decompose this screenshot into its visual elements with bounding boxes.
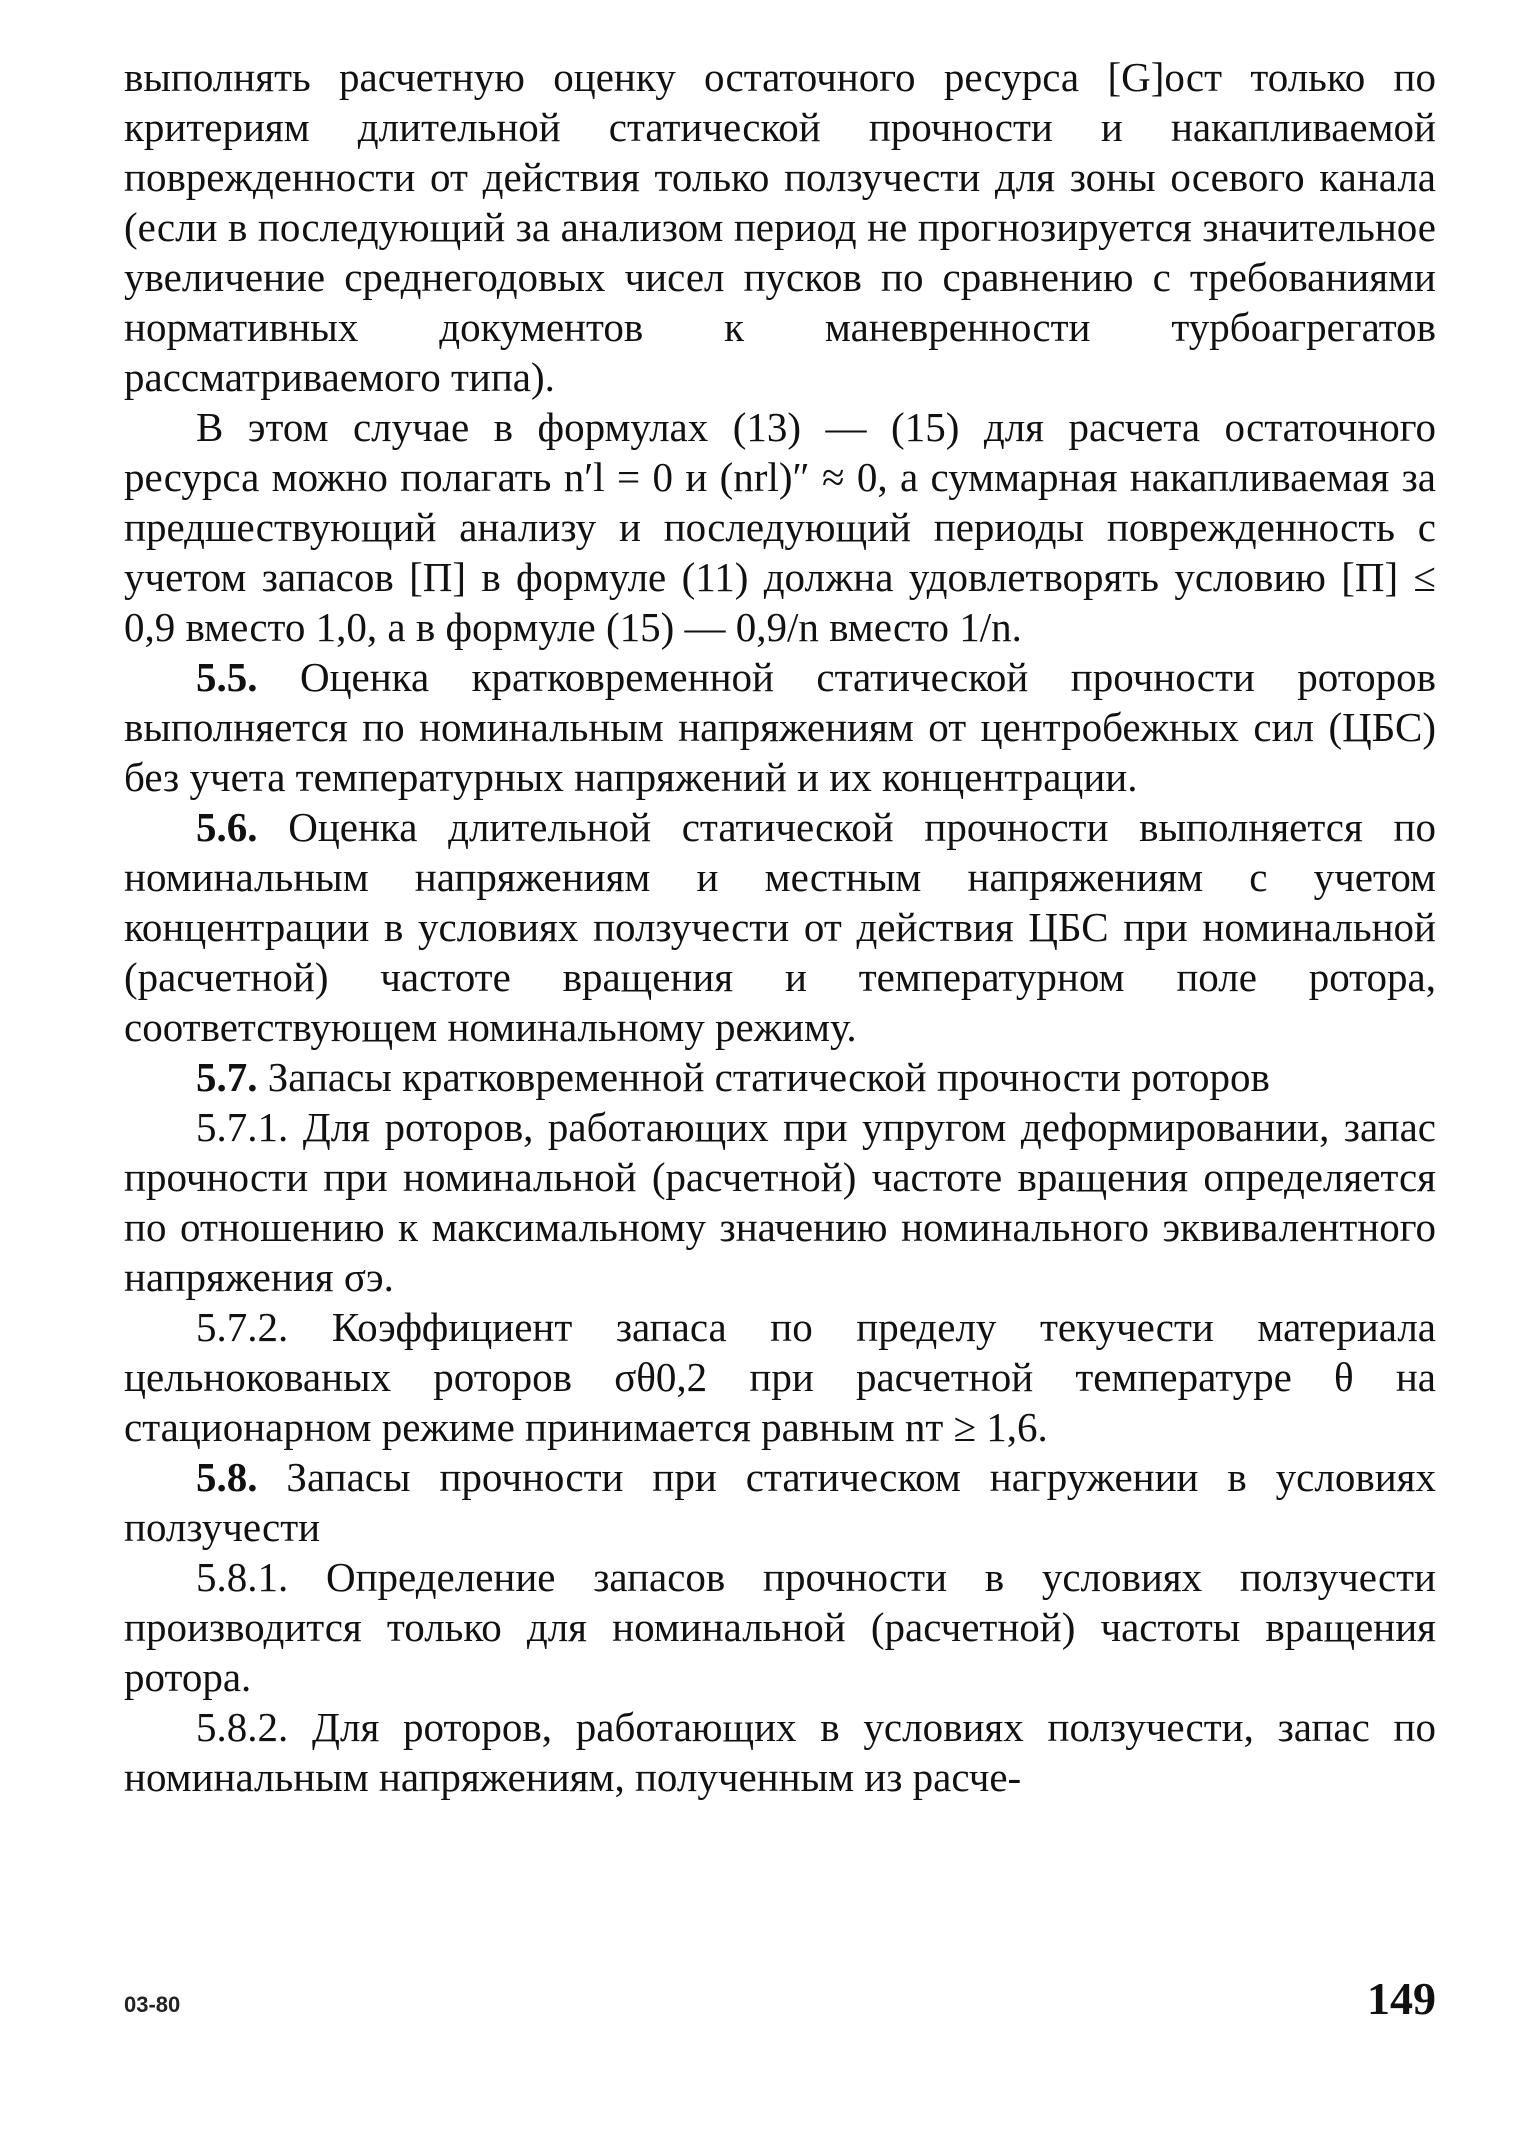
section-5-5 <box>124 652 1436 802</box>
paragraph-text: Оценка длительной статической прочности выполняется по номинальным напряжениям и местным напряжениям с учетом концентрации в условиях ползучести от действия ЦБС при номинальной (расчетной) частоте вращения и температурном поле ротора, соответствующем номинальному режиму. <box>124 804 1436 1050</box>
paragraph-text: Запасы кратковременной статической прочности роторов <box>257 1054 1270 1100</box>
paragraph-text: Запасы прочности при статическом нагружении в условиях ползучести <box>124 1454 1436 1550</box>
section-5-7-1 <box>124 1102 1436 1302</box>
paragraph-text: 5.8.1. Определение запасов прочности в условиях ползучести производится только для номинальной (расчетной) частоты вращения ротора. <box>124 1554 1436 1700</box>
section-5-8 <box>124 1452 1436 1552</box>
section-5-7 <box>124 1052 1436 1102</box>
paragraph-text: В этом случае в формулах (13) — (15) для расчета остаточного ресурса можно полагать n′l = 0 и (nrl)″ ≈ 0, а суммарная накапливаемая за предшествующий анализу и последующий периоды поврежденность с учетом запасов [П] в формуле (11) должна удовлетворять условию [П] ≤ 0,9 вместо 1,0, а в формуле (15) — 0,9/n вместо 1/n. <box>124 404 1436 650</box>
paragraph <box>124 402 1436 652</box>
page-number: 149 <box>1367 1973 1436 2024</box>
paragraph-text: 5.7.2. Коэффициент запаса по пределу текучести материала цельнокованых роторов σθ0,2 при расчетной температуре θ на стационарном режиме принимается равным nт ≥ 1,6. <box>124 1304 1436 1450</box>
section-number: 5.7. <box>196 1054 258 1100</box>
paragraph-text: Оценка кратковременной статической прочности роторов выполняется по номинальным напряжениям от центробежных сил (ЦБС) без учета температурных напряжений и их концентрации. <box>124 654 1436 800</box>
section-number: 5.6. <box>196 804 258 850</box>
section-5-6 <box>124 802 1436 1052</box>
section-5-7-2 <box>124 1302 1436 1452</box>
section-5-8-1 <box>124 1552 1436 1702</box>
paragraph-text: 5.7.1. Для роторов, работающих при упругом деформировании, запас прочности при номинальной (расчетной) частоте вращения определяется по отношению к максимальному значению номинального эквивалентного напряжения σэ. <box>124 1104 1436 1300</box>
paragraph-text: 5.8.2. Для роторов, работающих в условиях ползучести, запас по номинальным напряжениям, полученным из расче- <box>124 1704 1436 1800</box>
footer-code: 03-80 <box>124 1992 181 2017</box>
section-number: 5.8. <box>196 1454 258 1500</box>
paragraph-text: выполнять расчетную оценку остаточного ресурса [G]ост только по критериям длительной статической прочности и накапливаемой поврежденности от действия только ползучести для зоны осевого канала (если в последующий за анализом период не прогнозируется значительное увеличение среднегодовых чисел пусков по сравнению с требованиями нормативных документов к маневренности турбоагрегатов рассматриваемого типа). <box>124 54 1436 400</box>
section-number: 5.5. <box>196 654 258 700</box>
paragraph-continuation <box>124 52 1436 402</box>
page-body <box>124 52 1436 1802</box>
section-5-8-2 <box>124 1702 1436 1802</box>
